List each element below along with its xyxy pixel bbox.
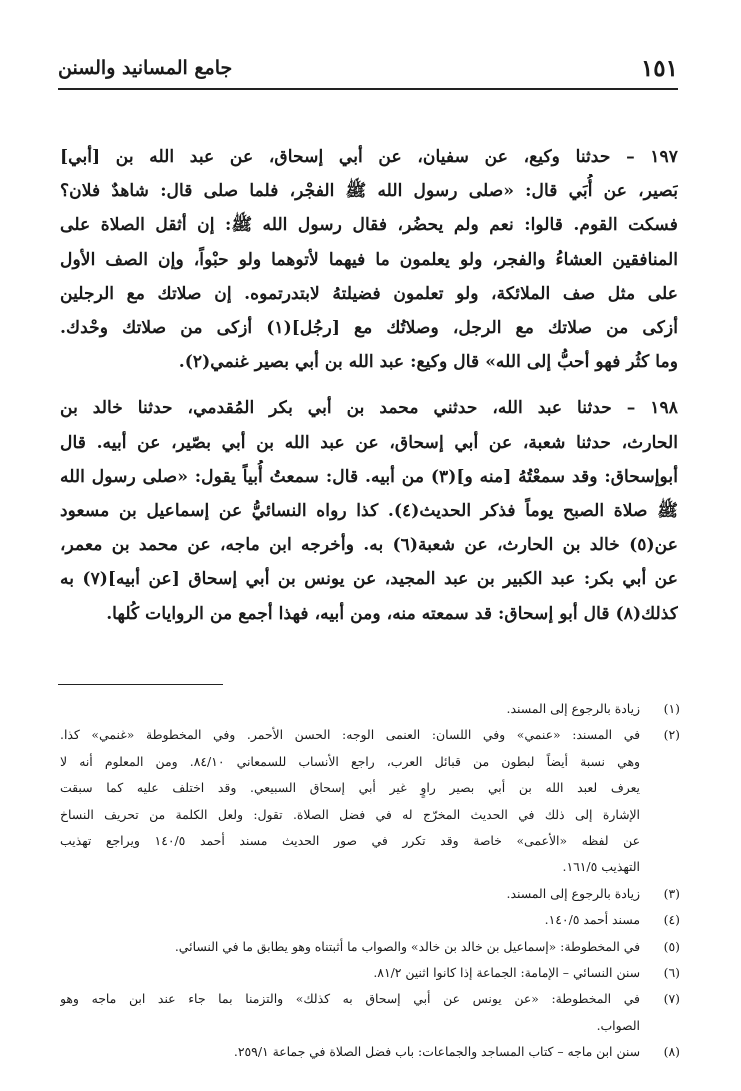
footnotes (60, 696, 680, 1066)
footnote-line: الصواب. (596, 1017, 640, 1033)
footnote-line: وهي نسبة أيضاً لبطون من قبائل العرب، راجع الأنساب للسمعاني ٨٤/١٠. ومن المعلوم أنه لا (60, 753, 640, 769)
text-line: ﷺ صلاة الصبح يوماً فذكر الحديث(٤). كذا رواه النسائيُّ عن إسماعيل بن مسعود (60, 501, 678, 522)
text-line: وما كثُر فهو أحبُّ إلى الله» قال وكيع: عبد الله بن أبي بصير غنمي(٢). (178, 352, 678, 373)
hadith-paragraph-198 (60, 391, 678, 630)
footnote-4 (60, 907, 680, 933)
text-line: أبوإسحاق: وقد سمعْتُهُ [منه و](٣) من أبيه. قال: سمعتُ أُبياً يقول: «صلى رسول الله (60, 466, 678, 487)
footnote-7 (60, 986, 680, 1039)
footnote-line: سنن ابن ماجه – كتاب المساجد والجماعات: باب فضل الصلاة في جماعة ٢٥٩/١. (233, 1044, 640, 1060)
footnote-number: (٢) (663, 727, 680, 743)
text-line: ١٩٨ – حدثنا عبد الله، حدثني محمد بن أبي بكر المُقدمي، حدثنا خالد بن (60, 398, 678, 419)
footnote-number: (٥) (663, 938, 680, 954)
footnote-number: (١) (663, 701, 680, 716)
footnote-line: في المخطوطة: «إسماعيل بن خالد بن خالد» والصواب ما أثبتناه وهو يطابق ما في النسائي. (174, 938, 640, 954)
footnote-line: في المخطوطة: «عن يونس عن أبي إسحاق به كذلك» والتزمنا بما جاء عند ابن ماجه وهو (60, 991, 640, 1007)
hadith-paragraph-197 (60, 140, 678, 379)
footnote-line: مسند أحمد ١٤٠/٥. (544, 912, 640, 928)
text-line: ١٩٧ – حدثنا وكيع، عن سفيان، عن أبي إسحاق، عن عبد الله بن [أبي] (60, 147, 678, 167)
footnote-line: في المسند: «عنمي» وفي اللسان: العنمى الوجه: الحسن الأحمر. وفي المخطوطة «غنمي» كذا. (60, 727, 640, 743)
footnote-1 (60, 696, 680, 722)
text-line: على مثل صف الملائكة، ولو تعلمون فضيلتهُ لابتدرتموه. إن صلاتك مع الرجلين (60, 283, 678, 304)
footnote-8 (60, 1039, 680, 1065)
footnote-number: (٦) (663, 965, 680, 981)
text-line: الحارث، حدثنا شعبة، عن أبي إسحاق، عن عبد الله بن أبي بصّير، عن أبيه. قال (60, 432, 678, 453)
footnote-line: الإشارة إلى ذلك في الحديث المخرّج له في فضل الصلاة. تقول: ولعل الكلمة من تحريف النساخ (60, 806, 640, 822)
footnote-line: سنن النسائي – الإمامة: الجماعة إذا كانوا اثنين ٨١/٢. (373, 965, 640, 981)
text-line: فسكت القوم. قالوا: نعم ولم يحضُر، فقال رسول الله ﷺ: إن أثقل الصلاة على (60, 215, 678, 236)
text-line: المنافقين العشاءُ والفجر، ولو يعلمون ما فيهما لأتوهما ولو حبْواً، وإن الصف الأول (60, 249, 678, 270)
footnote-line: التهذيب ١٦١/٥. (562, 859, 640, 875)
footnote-2 (60, 722, 680, 880)
footnote-6 (60, 960, 680, 986)
footnote-number: (٨) (663, 1044, 680, 1060)
footnote-number: (٣) (663, 885, 680, 901)
footnote-separator (58, 684, 223, 685)
footnote-line: عن لفظه «الأعمى» خاصة وقد تكرر في صور الحديث مسند أحمد ١٤٠/٥ ويراجع تهذيب (60, 833, 640, 849)
page-header (58, 52, 678, 84)
footnote-5 (60, 934, 680, 960)
footnote-line: يعرف لعبد الله بن أبي بصير راوٍ غير أبي إسحاق السبيعي. وقد اختلف عليه كما سبقت (60, 780, 640, 796)
page-number: ١٥١ (640, 54, 678, 82)
paragraph-gap (60, 379, 678, 391)
footnote-number: (٧) (663, 991, 680, 1007)
running-title: جامع المسانيد والسنن (58, 57, 233, 79)
footnote-line: زيادة بالرجوع إلى المسند. (506, 885, 640, 901)
footnote-3 (60, 881, 680, 907)
header-rule (58, 88, 678, 90)
text-line: كذلك(٨) قال أبو إسحاق: قد سمعته منه، ومن أبيه، فهذا أجمع من الروايات كُلها. (106, 603, 678, 624)
text-line: عن(٥) خالد بن الحارث، عن شعبة(٦) به. وأخرجه ابن ماجه، عن محمد بن معمر، (60, 535, 678, 556)
text-line: عن أبي بكر: عبد الكبير بن عبد المجيد، عن يونس بن أبي إسحاق [عن أبيه](٧) به (60, 569, 678, 590)
text-line: أزكى من صلاتك مع الرجل، وصلاتُك مع [رجُل](١) أزكى من صلاتك وحْدك. (60, 318, 678, 339)
footnote-number: (٤) (663, 912, 680, 928)
main-text (60, 140, 678, 631)
text-line: بَصير، عن أُبَي قال: «صلى رسول الله ﷺ الفجْر، فلما صلى قال: شاهدٌ فلان؟ (60, 181, 678, 202)
footnote-line: زيادة بالرجوع إلى المسند. (506, 701, 640, 716)
